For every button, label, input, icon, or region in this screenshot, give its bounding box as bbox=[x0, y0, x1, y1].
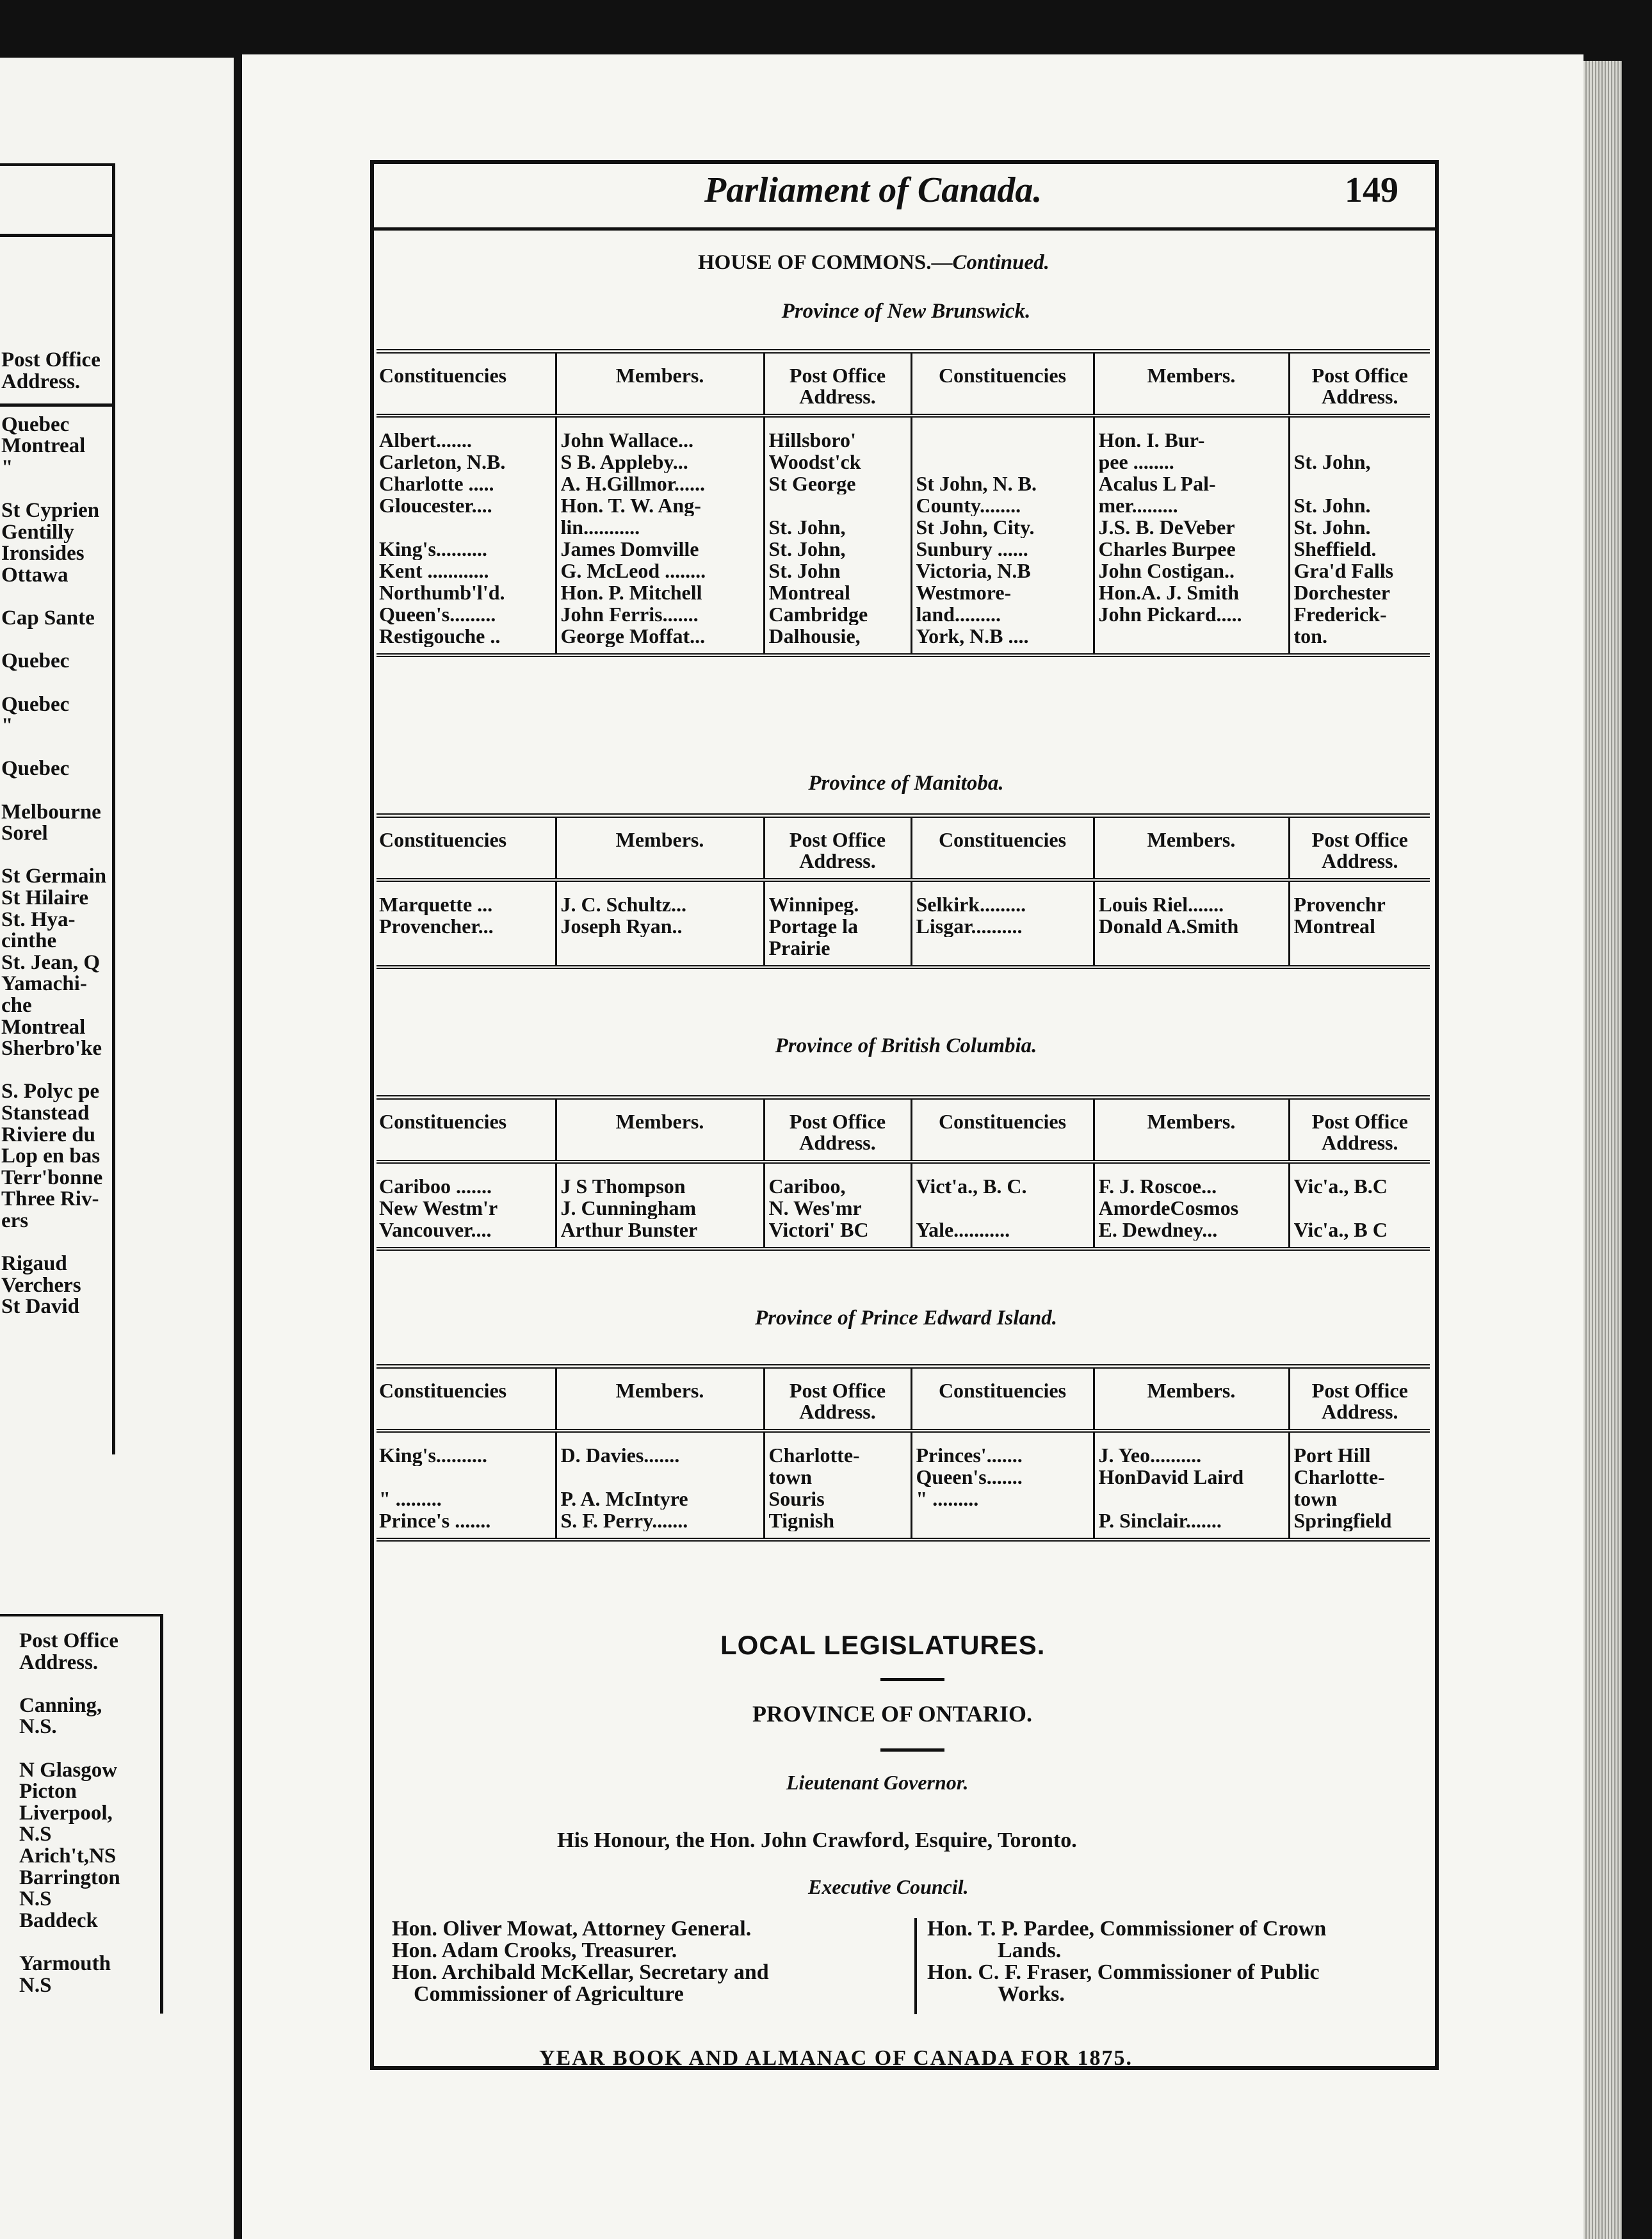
cell-line: Provencher... bbox=[379, 915, 494, 937]
cell-line: Vancouver.... bbox=[379, 1219, 492, 1241]
table-cell bbox=[764, 1162, 911, 1249]
fragment-line: Lop en bas bbox=[1, 1144, 101, 1168]
fragment-line: Terr'bonne bbox=[1, 1166, 103, 1189]
cell-line: P. Sinclair....... bbox=[1098, 1510, 1222, 1531]
table-cell bbox=[1094, 416, 1289, 655]
council-line: Hon. Oliver Mowat, Attorney General. bbox=[392, 1917, 752, 1941]
cell-line: Dorchester bbox=[1293, 582, 1390, 603]
column-header: Constituencies bbox=[379, 1379, 507, 1402]
province-title: Province of Manitoba. bbox=[808, 772, 1004, 795]
cell-line: Marquette ... bbox=[379, 893, 493, 915]
column-header: Members. bbox=[556, 1098, 764, 1162]
fragment-line: Montreal bbox=[1, 1015, 86, 1039]
table-cell bbox=[1094, 880, 1289, 967]
fragment-line: Arich't,NS bbox=[19, 1844, 117, 1868]
column-header: Members. bbox=[556, 352, 764, 416]
cell-line bbox=[916, 1197, 1089, 1219]
cell-line: St John, City. bbox=[916, 516, 1035, 538]
province-table bbox=[377, 813, 1430, 969]
cell-line: Prairie bbox=[768, 937, 830, 959]
cell-line: Cambridge bbox=[768, 603, 868, 625]
cell-line: G. McLeod ........ bbox=[560, 560, 706, 582]
table-cell bbox=[377, 880, 556, 967]
cell-line: John Wallace... bbox=[560, 429, 693, 451]
cell-line: John Pickard..... bbox=[1098, 603, 1242, 625]
cell-line: J. Cunningham bbox=[560, 1197, 697, 1219]
fragment-line: N.S bbox=[19, 1823, 52, 1846]
cell-line: James Domville bbox=[560, 538, 699, 560]
fragment-line: St Hilaire bbox=[1, 886, 88, 909]
cell-line: Vic'a., B C bbox=[1293, 1219, 1388, 1241]
cell-line: Hon. P. Mitchell bbox=[560, 582, 702, 603]
fragment-line: Quebec bbox=[1, 649, 70, 673]
table-cell bbox=[556, 416, 764, 655]
fragment-line: Verchers bbox=[1, 1273, 81, 1297]
cell-line: Prince's ....... bbox=[379, 1510, 491, 1531]
fragment-line: Gentilly bbox=[1, 520, 74, 544]
table-cell bbox=[911, 1162, 1094, 1249]
cell-line bbox=[1099, 625, 1284, 647]
table-cell bbox=[1094, 1162, 1289, 1249]
column-header: Constituencies bbox=[379, 364, 507, 387]
cell-line: Selkirk......... bbox=[916, 893, 1026, 915]
fragment-line: cinthe bbox=[1, 929, 57, 953]
fragment-line: Address. bbox=[1, 370, 81, 393]
cell-line: County........ bbox=[916, 494, 1021, 516]
cell-line: Hon. I. Bur- bbox=[1098, 429, 1205, 451]
cell-line: Charlotte ..... bbox=[379, 473, 494, 494]
cell-line bbox=[1294, 937, 1427, 959]
fragment-line: Montreal bbox=[1, 434, 86, 458]
council-line: Commissioner of Agriculture bbox=[414, 1982, 684, 2006]
cell-line: Hillsboro' bbox=[768, 429, 856, 451]
cell-line: Gloucester.... bbox=[379, 494, 492, 516]
province-table bbox=[377, 349, 1430, 657]
cell-line: S B. Appleby... bbox=[560, 451, 688, 473]
cell-line: D. Davies....... bbox=[560, 1444, 680, 1466]
cell-line: St. John bbox=[768, 560, 841, 582]
cell-line: J S Thompson bbox=[560, 1175, 686, 1197]
column-header: Post Office Address. bbox=[764, 352, 911, 416]
column-header: Constituencies bbox=[911, 1098, 1094, 1162]
cell-line: town bbox=[768, 1466, 813, 1488]
column-header: Post Office Address. bbox=[1289, 352, 1430, 416]
council-line: Hon. T. P. Pardee, Commissioner of Crown bbox=[927, 1917, 1327, 1941]
cell-line: Lisgar.......... bbox=[916, 915, 1023, 937]
cell-line: " ......... bbox=[916, 1488, 979, 1510]
fragment-line: Picton bbox=[19, 1780, 77, 1803]
header-rule bbox=[370, 227, 1439, 231]
column-header: Post Office Address. bbox=[1289, 816, 1430, 881]
province-title: Province of New Brunswick. bbox=[781, 300, 1031, 323]
lieutenant-governor-title: Lieutenant Governor. bbox=[786, 1771, 969, 1794]
table-row bbox=[377, 880, 1430, 967]
cell-line: Yale........... bbox=[916, 1219, 1010, 1241]
council-line: Works. bbox=[998, 1982, 1065, 2006]
cell-line: Donald A.Smith bbox=[1098, 915, 1239, 937]
table-cell bbox=[1289, 880, 1430, 967]
table-row bbox=[377, 416, 1430, 655]
cell-line: Louis Riel....... bbox=[1098, 893, 1224, 915]
column-header: Constituencies bbox=[911, 352, 1094, 416]
cell-line: A. H.Gillmor...... bbox=[560, 473, 705, 494]
cell-line bbox=[1294, 1197, 1427, 1219]
short-rule bbox=[880, 1748, 944, 1752]
fragment-line: Baddeck bbox=[19, 1909, 98, 1932]
cell-line: Hon.A. J. Smith bbox=[1098, 582, 1240, 603]
cell-line: Provenchr bbox=[1293, 893, 1386, 915]
cell-line bbox=[916, 937, 1089, 959]
column-header: Constituencies bbox=[911, 1367, 1094, 1431]
fragment-line: N.S bbox=[19, 1887, 52, 1911]
fragment-line: Address. bbox=[19, 1650, 99, 1674]
cell-line: St John, N. B. bbox=[916, 473, 1037, 494]
column-header: Post Office Address. bbox=[764, 1367, 911, 1431]
cell-line: E. Dewdney... bbox=[1098, 1219, 1218, 1241]
cell-line: St. John, bbox=[1293, 451, 1371, 473]
fragment-line: N Glasgow bbox=[19, 1758, 118, 1782]
council-line: Hon. Adam Crooks, Treasurer. bbox=[392, 1939, 677, 1962]
cell-line: N. Wes'mr bbox=[768, 1197, 862, 1219]
table-row bbox=[377, 1162, 1430, 1249]
cell-line: Kent ............ bbox=[379, 560, 489, 582]
cell-line: John Ferris....... bbox=[560, 603, 699, 625]
fragment-line: Barrington bbox=[19, 1866, 120, 1889]
fragment-line: N.S. bbox=[19, 1715, 57, 1739]
cell-line bbox=[1099, 1488, 1284, 1510]
cell-line: F. J. Roscoe... bbox=[1098, 1175, 1217, 1197]
cell-line: New Westm'r bbox=[379, 1197, 498, 1219]
cell-line: Dalhousie, bbox=[768, 625, 861, 647]
cell-line bbox=[916, 451, 1089, 473]
column-header: Constituencies bbox=[379, 1110, 507, 1133]
cell-line bbox=[1294, 473, 1427, 494]
continued-label: Continued. bbox=[952, 251, 1049, 274]
local-legislatures-title: LOCAL LEGISLATURES. bbox=[720, 1630, 1046, 1660]
cell-line: Albert....... bbox=[379, 429, 472, 451]
cell-line: John Costigan.. bbox=[1098, 560, 1235, 582]
table-cell bbox=[377, 416, 556, 655]
fragment-line: Melbourne bbox=[1, 800, 101, 824]
cell-line: Cariboo ....... bbox=[379, 1175, 492, 1197]
table-cell bbox=[556, 1431, 764, 1540]
fragment-line: Quebec bbox=[1, 757, 70, 781]
fragment-line: S. Polyc pe bbox=[1, 1080, 100, 1103]
fragment-line: Cap Sante bbox=[1, 607, 95, 630]
cell-line bbox=[769, 494, 907, 516]
fragment-line: Ironsides bbox=[1, 542, 85, 566]
cell-line bbox=[916, 1510, 1089, 1531]
column-header: Members. bbox=[1094, 1098, 1289, 1162]
cell-line: King's.......... bbox=[379, 1444, 487, 1466]
table-cell bbox=[764, 1431, 911, 1540]
cell-line: J. Yeo.......... bbox=[1098, 1444, 1202, 1466]
table-cell bbox=[1289, 416, 1430, 655]
table-cell bbox=[911, 1431, 1094, 1540]
cell-line: Tignish bbox=[768, 1510, 835, 1531]
house-of-commons-heading: HOUSE OF COMMONS.— bbox=[698, 251, 953, 274]
cell-line: Hon. T. W. Ang- bbox=[560, 494, 701, 516]
short-rule bbox=[880, 1678, 944, 1681]
cell-line: pee ........ bbox=[1098, 451, 1174, 473]
fragment-line: St. Jean, Q bbox=[1, 950, 101, 974]
cell-line: Vict'a., B. C. bbox=[916, 1175, 1027, 1197]
fragment-line: St David bbox=[1, 1295, 79, 1319]
cell-line: George Moffat... bbox=[560, 625, 706, 647]
column-header: Members. bbox=[1094, 352, 1289, 416]
cell-line: St. John. bbox=[1293, 516, 1371, 538]
fragment-line: Canning, bbox=[19, 1693, 102, 1717]
fragment-line: Post Office bbox=[19, 1629, 118, 1652]
cell-line bbox=[379, 1466, 551, 1488]
fragment-line: Rigaud bbox=[1, 1252, 67, 1276]
table-cell bbox=[764, 416, 911, 655]
cell-line: lin........... bbox=[560, 516, 640, 538]
cell-line: Victori' BC bbox=[768, 1219, 869, 1241]
column-header: Post Office Address. bbox=[764, 816, 911, 881]
table-cell bbox=[911, 880, 1094, 967]
cell-line: Acalus L Pal- bbox=[1098, 473, 1216, 494]
cell-line: Queen's....... bbox=[916, 1466, 1023, 1488]
column-header: Constituencies bbox=[379, 828, 507, 851]
table-cell bbox=[377, 1162, 556, 1249]
page-title: Parliament of Canada. bbox=[704, 170, 1042, 210]
table-cell bbox=[377, 1431, 556, 1540]
cell-line: P. A. McIntyre bbox=[560, 1488, 688, 1510]
fragment-line: Three Riv- bbox=[1, 1187, 99, 1211]
cell-line: Winnipeg. bbox=[768, 893, 859, 915]
fragment-line: Riviere du bbox=[1, 1123, 95, 1146]
page-number: 149 bbox=[1345, 170, 1398, 210]
fragment-line: St Germain bbox=[1, 865, 107, 888]
cell-line: Gra'd Falls bbox=[1293, 560, 1394, 582]
cell-line: St George bbox=[768, 473, 856, 494]
cell-line bbox=[561, 1466, 759, 1488]
council-line: Hon. Archibald McKellar, Secretary and bbox=[392, 1960, 769, 1984]
table-cell bbox=[911, 416, 1094, 655]
cell-line bbox=[1099, 937, 1284, 959]
council-line: Hon. C. F. Fraser, Commissioner of Public bbox=[927, 1960, 1320, 1984]
fragment-line: Quebec bbox=[1, 412, 70, 436]
cell-line: Westmore- bbox=[916, 582, 1012, 603]
cell-line: Montreal bbox=[1293, 915, 1375, 937]
province-table bbox=[377, 1095, 1430, 1251]
table-cell bbox=[764, 880, 911, 967]
table-cell bbox=[556, 880, 764, 967]
fragment-line: Sherbro'ke bbox=[1, 1037, 102, 1061]
cell-line: Arthur Bunster bbox=[560, 1219, 698, 1241]
column-header: Members. bbox=[556, 1367, 764, 1431]
cell-line: Princes'....... bbox=[916, 1444, 1023, 1466]
cell-line: King's.......... bbox=[379, 538, 487, 560]
fragment-line: Yamachi- bbox=[1, 972, 87, 996]
fragment-line: Quebec bbox=[1, 692, 70, 716]
cell-line bbox=[916, 429, 1089, 451]
cell-line: " ......... bbox=[379, 1488, 442, 1510]
previous-page-rule bbox=[0, 234, 112, 237]
column-header: Members. bbox=[1094, 1367, 1289, 1431]
council-left bbox=[392, 1918, 769, 2005]
cell-line: HonDavid Laird bbox=[1098, 1466, 1244, 1488]
cell-line: St. John, bbox=[768, 538, 846, 560]
cell-line bbox=[379, 937, 551, 959]
cell-line: Montreal bbox=[768, 582, 850, 603]
cell-line: Joseph Ryan.. bbox=[560, 915, 683, 937]
column-header: Constituencies bbox=[911, 816, 1094, 881]
cell-line: J. C. Schultz... bbox=[560, 893, 686, 915]
lieutenant-governor-entry: His Honour, the Hon. John Crawford, Esquire, Toronto. bbox=[557, 1828, 1077, 1852]
fragment-line: St Cyprien bbox=[1, 499, 100, 523]
table-cell bbox=[1094, 1431, 1289, 1540]
executive-council-title: Executive Council. bbox=[808, 1875, 969, 1898]
table-row bbox=[377, 1431, 1430, 1540]
council-right bbox=[927, 1918, 1326, 2005]
column-header: Members. bbox=[556, 816, 764, 881]
column-header: Post Office Address. bbox=[1289, 1367, 1430, 1431]
fragment-line: Stanstead bbox=[1, 1102, 90, 1125]
fragment-line: " bbox=[1, 714, 13, 738]
cell-line: mer......... bbox=[1098, 494, 1178, 516]
fragment-line: Yarmouth bbox=[19, 1952, 111, 1975]
cell-line: Queen's......... bbox=[379, 603, 496, 625]
cell-line: Charlotte- bbox=[1293, 1466, 1385, 1488]
cell-line: AmordeCosmos bbox=[1098, 1197, 1239, 1219]
cell-line: Vic'a., B.C bbox=[1293, 1175, 1388, 1197]
cell-line: Port Hill bbox=[1293, 1444, 1371, 1466]
cell-line: Victoria, N.B bbox=[916, 560, 1031, 582]
cell-line: Northumb'l'd. bbox=[379, 582, 505, 603]
cell-line: ton. bbox=[1293, 625, 1327, 647]
cell-line: land......... bbox=[916, 603, 1001, 625]
footer: YEAR BOOK AND ALMANAC OF CANADA FOR 1875. bbox=[539, 2046, 1133, 2070]
cell-line: Portage la bbox=[768, 915, 858, 937]
province-title: Province of British Columbia. bbox=[775, 1034, 1037, 1057]
cell-line: Woodst'ck bbox=[768, 451, 861, 473]
cell-line bbox=[561, 937, 759, 959]
cell-line: Charles Burpee bbox=[1098, 538, 1236, 560]
previous-page-rule bbox=[0, 403, 112, 407]
cell-line: St. John. bbox=[1293, 494, 1371, 516]
cell-line: Carleton, N.B. bbox=[379, 451, 506, 473]
cell-line bbox=[379, 516, 551, 538]
fragment-line: ers bbox=[1, 1209, 29, 1232]
cell-line: town bbox=[1293, 1488, 1338, 1510]
cell-line: Charlotte- bbox=[768, 1444, 860, 1466]
cell-line bbox=[1294, 429, 1427, 451]
cell-line: York, N.B .... bbox=[916, 625, 1029, 647]
cell-line: St. John, bbox=[768, 516, 846, 538]
cell-line: Sunbury ...... bbox=[916, 538, 1028, 560]
page-edge bbox=[1583, 61, 1622, 2239]
fragment-line: Post Office bbox=[1, 348, 101, 371]
column-header: Post Office Address. bbox=[1289, 1098, 1430, 1162]
province-title: Province of Prince Edward Island. bbox=[754, 1307, 1058, 1330]
cell-line: Sheffield. bbox=[1293, 538, 1377, 560]
column-header: Members. bbox=[1094, 816, 1289, 881]
fragment-line: " bbox=[1, 456, 13, 479]
table-cell bbox=[1289, 1431, 1430, 1540]
fragment-line: N.S bbox=[19, 1973, 52, 1997]
cell-line: Souris bbox=[768, 1488, 825, 1510]
ontario-title: PROVINCE OF ONTARIO. bbox=[752, 1701, 1033, 1727]
fragment-line: St. Hya- bbox=[1, 908, 76, 931]
fragment-line: Ottawa bbox=[1, 564, 69, 587]
fragment-line: Liverpool, bbox=[19, 1801, 113, 1825]
cell-line: S. F. Perry....... bbox=[560, 1510, 688, 1531]
column-header: Post Office Address. bbox=[764, 1098, 911, 1162]
fragment-line: Sorel bbox=[1, 822, 48, 845]
table-cell bbox=[1289, 1162, 1430, 1249]
council-line: Lands. bbox=[998, 1939, 1062, 1962]
cell-line: Cariboo, bbox=[768, 1175, 846, 1197]
cell-line: Restigouche .. bbox=[379, 625, 501, 647]
fragment-line: che bbox=[1, 994, 32, 1017]
cell-line: Springfield bbox=[1293, 1510, 1392, 1531]
house-of-commons-title bbox=[698, 251, 1049, 275]
council-divider bbox=[914, 1918, 917, 2014]
table-cell bbox=[556, 1162, 764, 1249]
cell-line: Frederick- bbox=[1293, 603, 1387, 625]
cell-line: J.S. B. DeVeber bbox=[1098, 516, 1235, 538]
province-table bbox=[377, 1364, 1430, 1542]
